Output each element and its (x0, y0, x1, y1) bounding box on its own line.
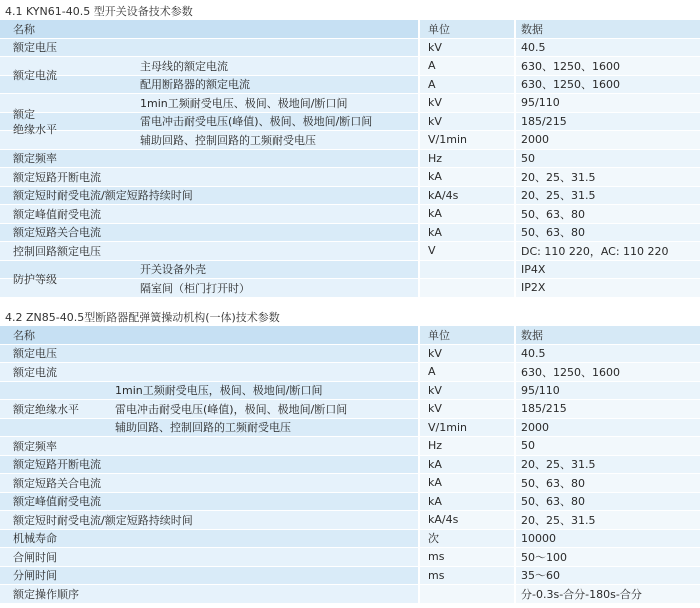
group-label-line: 绝缘水平 (13, 122, 57, 136)
row-data: 50、63、80 (516, 474, 700, 492)
row-unit: V/1min (420, 419, 514, 437)
row-name: 额定短路开断电流 (0, 168, 418, 186)
row-unit: kV (420, 400, 514, 418)
row-unit: V (420, 242, 514, 260)
row-unit: kA (420, 168, 514, 186)
row-data: DC: 110 220，AC: 110 220 (516, 242, 700, 260)
row-data: IP2X (516, 279, 700, 297)
row-unit (420, 279, 514, 297)
row-data: 630、1250、1600 (516, 363, 700, 381)
spec-table-zn85 (0, 326, 700, 604)
header-name: 名称 (0, 326, 418, 344)
row-unit: kV (420, 345, 514, 363)
table-row (0, 548, 700, 567)
group-label-line: 额定绝缘水平 (13, 402, 79, 416)
row-data: 20、25、31.5 (516, 168, 700, 186)
row-unit: V/1min (420, 131, 514, 149)
row-data: 50 (516, 437, 700, 455)
row-data: 分-0.3s-合分-180s-合分 (516, 585, 700, 603)
row-subname: 雷电冲击耐受电压(峰值)、极间、极地间/断口间 (140, 115, 373, 129)
row-unit: kV (420, 382, 514, 400)
row-unit (420, 585, 514, 603)
row-subname: 辅助回路、控制回路的工频耐受电压 (140, 133, 316, 147)
table-row (0, 345, 700, 364)
group-label-insulation (0, 382, 79, 438)
row-data: 40.5 (516, 345, 700, 363)
row-name: 额定峰值耐受电流 (0, 493, 418, 511)
row-subname: 1min工频耐受电压、极间、极地间/断口间 (140, 96, 348, 110)
row-name: 额定短路关合电流 (0, 474, 418, 492)
section-title-zn85: 4.2 ZN85-40.5型断路器配弹簧操动机构(一体)技术参数 (5, 311, 280, 324)
row-unit: kA/4s (420, 511, 514, 529)
row-name: 额定短路开断电流 (0, 456, 418, 474)
row-name: 合闸时间 (0, 548, 418, 566)
table-row (0, 530, 700, 549)
row-name: 额定峰值耐受电流 (0, 205, 418, 223)
row-name: 额定频率 (0, 437, 418, 455)
table-row (0, 113, 700, 132)
row-data: 95/110 (516, 94, 700, 112)
header-name: 名称 (0, 20, 418, 38)
spec-table-kyn61 (0, 20, 700, 298)
table-row (0, 363, 700, 382)
row-name: 额定操作顺序 (0, 585, 418, 603)
row-name: 额定短时耐受电流/额定短路持续时间 (0, 511, 418, 529)
row-subname: 隔室间（柜门打开时） (140, 281, 250, 295)
row-data: 20、25、31.5 (516, 456, 700, 474)
table-row (0, 39, 700, 58)
table-row (0, 94, 700, 113)
table-row (0, 567, 700, 586)
row-data: 50、63、80 (516, 205, 700, 223)
row-name (0, 261, 418, 279)
table-row (0, 205, 700, 224)
row-name: 额定频率 (0, 150, 418, 168)
row-name: 分闸时间 (0, 567, 418, 585)
row-unit: Hz (420, 150, 514, 168)
table-row (0, 419, 700, 438)
row-data: 35～60 (516, 567, 700, 585)
row-data: 185/215 (516, 400, 700, 418)
group-label-line: 防护等级 (13, 272, 57, 286)
table-row (0, 131, 700, 150)
row-unit: kV (420, 39, 514, 57)
row-data: 185/215 (516, 113, 700, 131)
row-subname: 开关设备外壳 (140, 263, 206, 277)
row-name: 额定电流 (0, 363, 418, 381)
row-name: 控制回路额定电压 (0, 242, 418, 260)
table-row (0, 456, 700, 475)
row-subname: 辅助回路、控制回路的工频耐受电压 (115, 421, 291, 435)
group-label-current (0, 57, 57, 94)
row-data: 630、1250、1600 (516, 76, 700, 94)
header-data: 数据 (516, 20, 700, 38)
row-subname: 雷电冲击耐受电压(峰值)，极间、极地间/断口间 (115, 402, 348, 416)
row-data: 20、25、31.5 (516, 511, 700, 529)
table-header-row (0, 326, 700, 345)
row-unit (420, 261, 514, 279)
table-row (0, 400, 700, 419)
row-unit: ms (420, 567, 514, 585)
row-name: 额定短路关合电流 (0, 224, 418, 242)
row-name: 额定电压 (0, 39, 418, 57)
row-data: 2000 (516, 419, 700, 437)
header-data: 数据 (516, 326, 700, 344)
row-name: 额定短时耐受电流/额定短路持续时间 (0, 187, 418, 205)
row-name: 机械寿命 (0, 530, 418, 548)
row-unit: kA/4s (420, 187, 514, 205)
row-data: 50～100 (516, 548, 700, 566)
row-data: 2000 (516, 131, 700, 149)
table-row (0, 382, 700, 401)
group-label-protection (0, 261, 57, 298)
row-unit: kA (420, 456, 514, 474)
header-unit: 单位 (420, 326, 514, 344)
row-data: 20、25、31.5 (516, 187, 700, 205)
row-data: 630、1250、1600 (516, 57, 700, 75)
row-unit: Hz (420, 437, 514, 455)
table-row (0, 57, 700, 76)
row-data: 95/110 (516, 382, 700, 400)
row-unit: kA (420, 224, 514, 242)
row-unit: A (420, 57, 514, 75)
group-label-line: 额定电流 (13, 69, 57, 82)
row-unit: kA (420, 205, 514, 223)
row-name: 额定电压 (0, 345, 418, 363)
row-subname: 配用断路器的额定电流 (140, 78, 250, 92)
row-data: IP4X (516, 261, 700, 279)
table-row (0, 511, 700, 530)
row-unit: A (420, 363, 514, 381)
row-unit: ms (420, 548, 514, 566)
table-row (0, 437, 700, 456)
table-row (0, 187, 700, 206)
row-unit: kV (420, 94, 514, 112)
table-row (0, 76, 700, 95)
table-row (0, 493, 700, 512)
table-row (0, 224, 700, 243)
table-row (0, 242, 700, 261)
section-title-kyn61: 4.1 KYN61-40.5 型开关设备技术参数 (5, 5, 193, 18)
row-unit: kV (420, 113, 514, 131)
table-row (0, 150, 700, 169)
table-row (0, 168, 700, 187)
row-subname: 1min工频耐受电压，极间、极地间/断口间 (115, 384, 323, 398)
table-row (0, 585, 700, 604)
group-label-line: 额定 (13, 107, 35, 121)
row-unit: kA (420, 474, 514, 492)
table-row (0, 261, 700, 280)
row-unit: A (420, 76, 514, 94)
table-row (0, 474, 700, 493)
group-label-insulation (0, 94, 57, 150)
table-header-row (0, 20, 700, 39)
row-subname: 主母线的额定电流 (140, 59, 228, 73)
row-data: 10000 (516, 530, 700, 548)
row-data: 50 (516, 150, 700, 168)
row-data: 50、63、80 (516, 224, 700, 242)
row-data: 50、63、80 (516, 493, 700, 511)
row-unit: 次 (420, 530, 514, 548)
header-unit: 单位 (420, 20, 514, 38)
row-unit: kA (420, 493, 514, 511)
row-data: 40.5 (516, 39, 700, 57)
table-row (0, 279, 700, 298)
